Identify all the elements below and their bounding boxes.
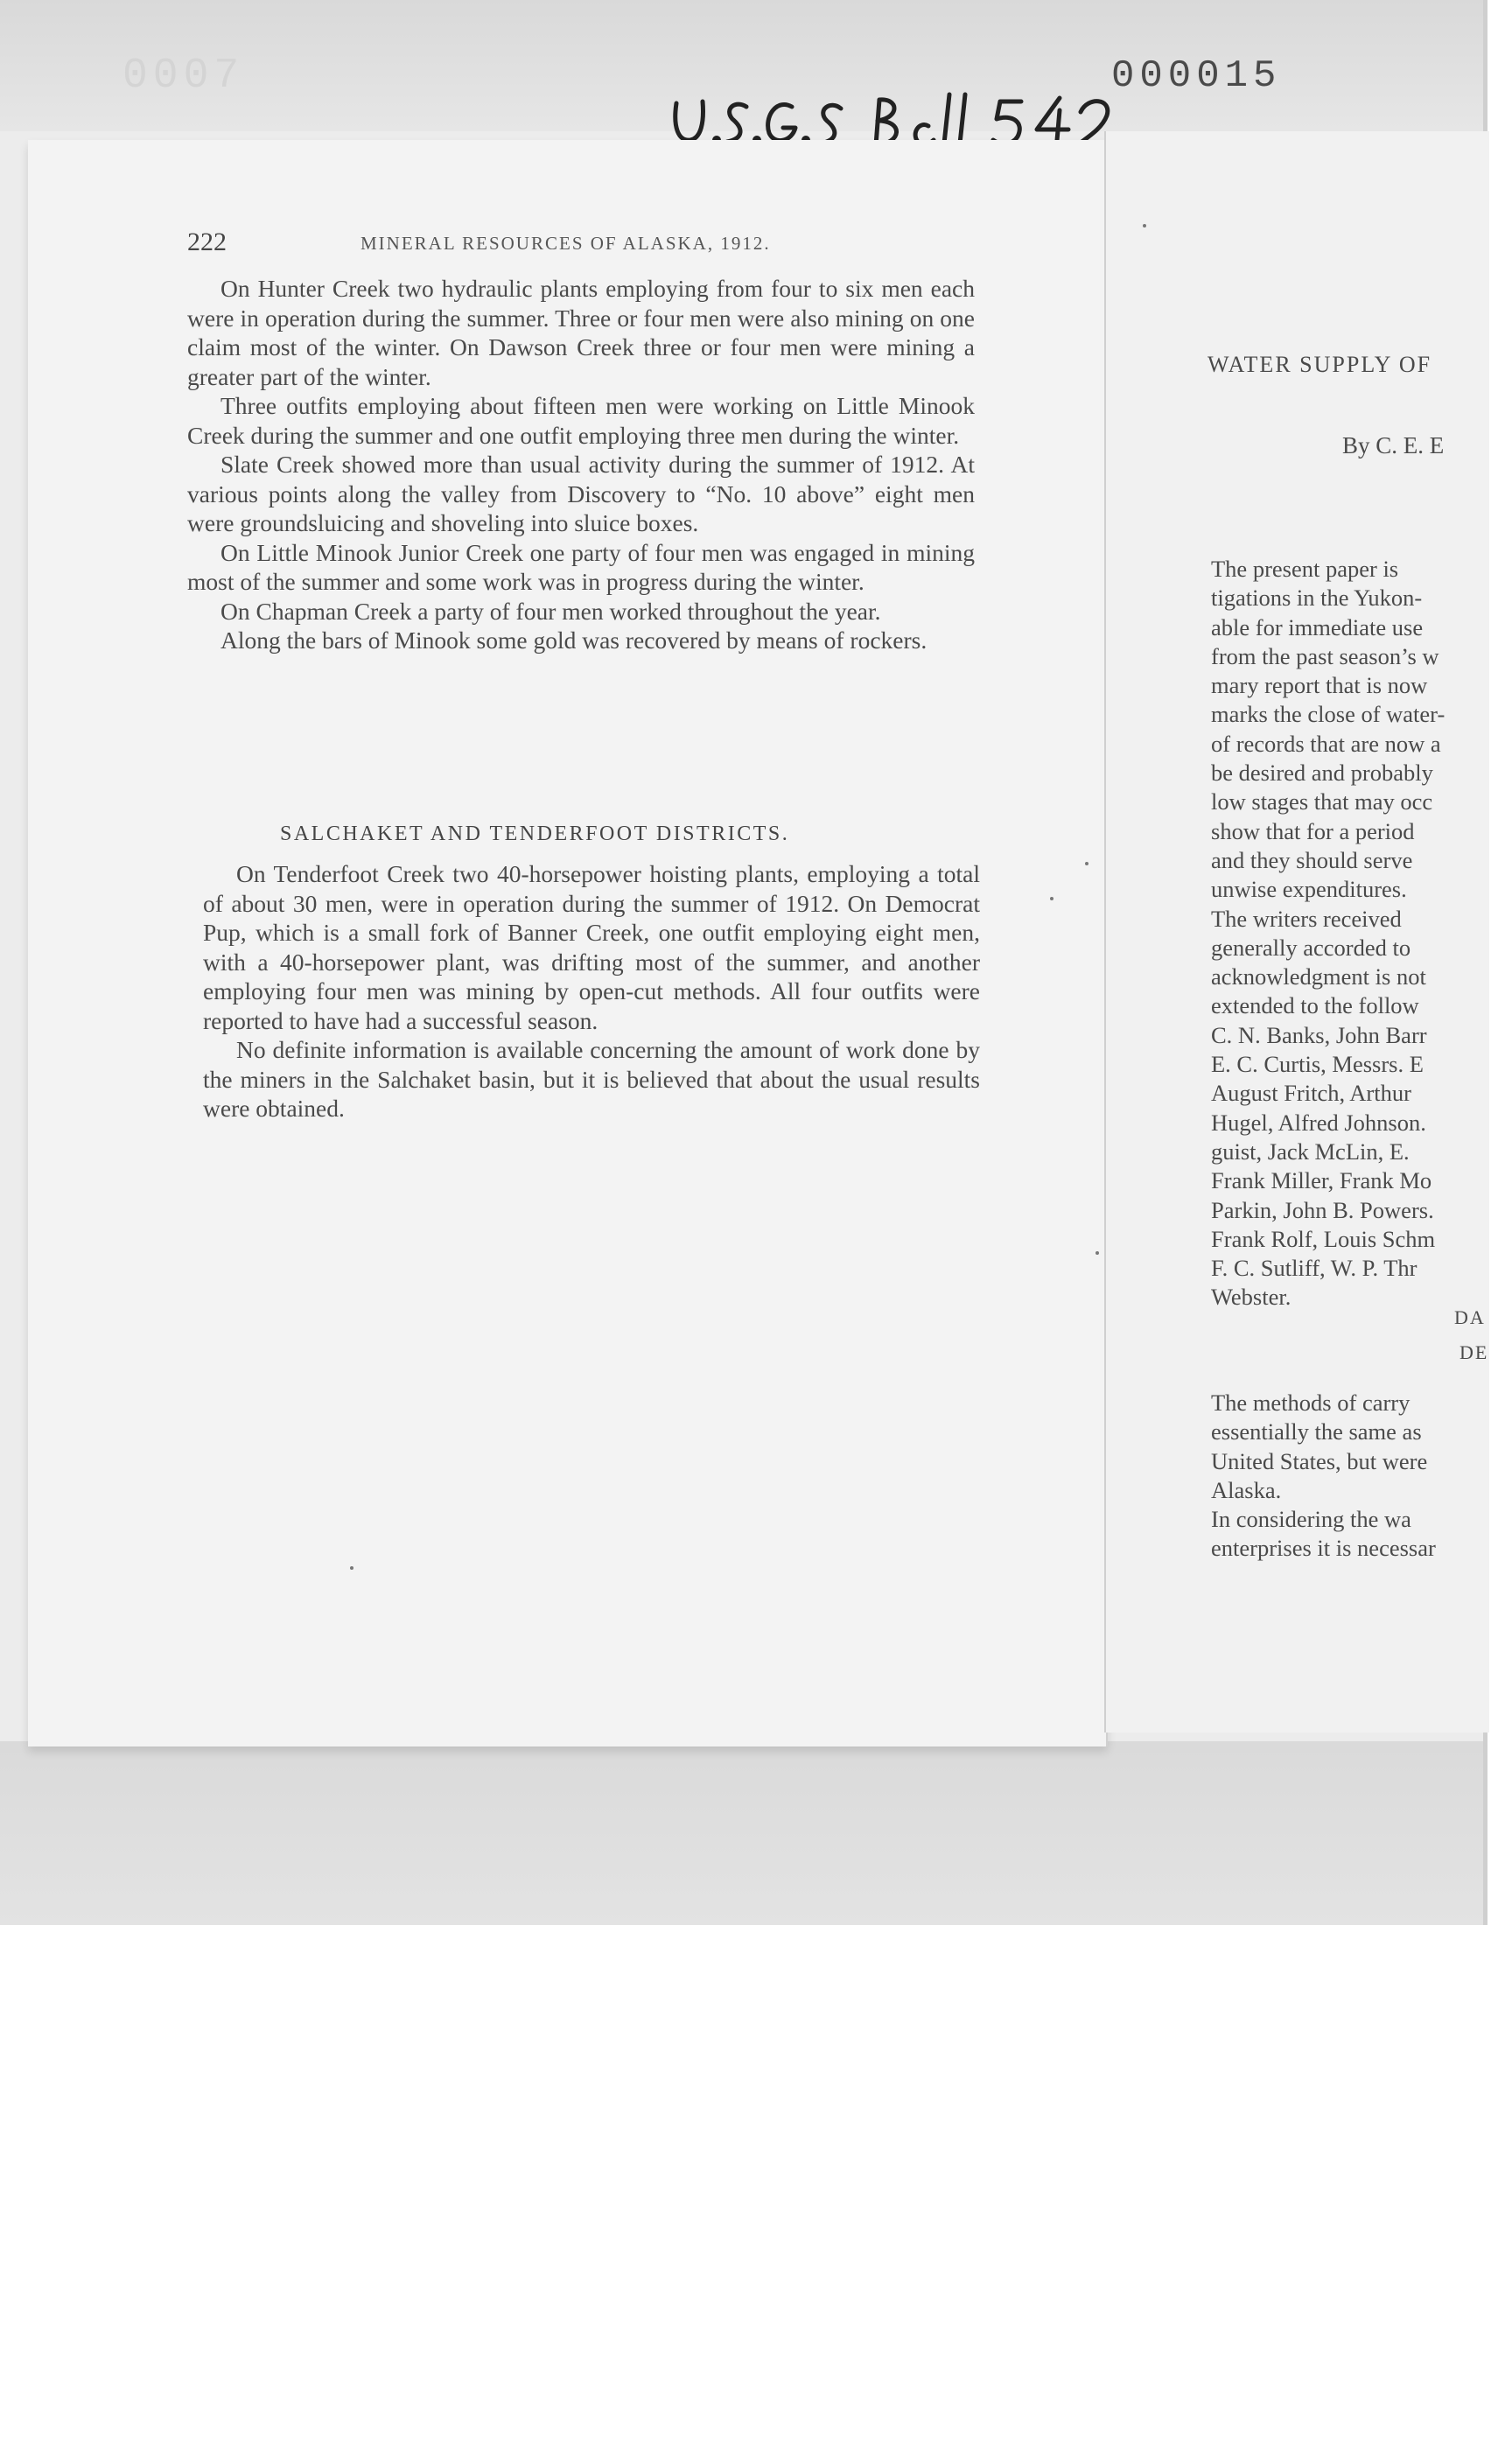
page-number: 222 <box>187 228 227 256</box>
paragraph: On Chapman Creek a party of four men worked throughout the year. <box>220 597 881 625</box>
right-page-subheading: DA <box>1454 1306 1486 1328</box>
text-line: mary report that is now <box>1211 672 1428 699</box>
right-page <box>1104 131 1489 1732</box>
text-line: The writers received <box>1211 905 1402 932</box>
paragraph: Slate Creek showed more than usual activity during the summer of 1912. At various points along the valley from Discovery to “No. 10 above” eight men were groundsluicing and shoveling into sluice boxes. <box>187 451 975 536</box>
text-line: Parkin, John B. Powers. <box>1211 1196 1434 1223</box>
text-line: Frank Miller, Frank Mo <box>1211 1167 1432 1194</box>
scan-speck <box>350 1566 354 1570</box>
right-page-text <box>1211 1389 1436 1564</box>
body-text <box>187 274 975 655</box>
text-line: United States, but were <box>1211 1447 1428 1474</box>
running-head: MINERAL RESOURCES OF ALASKA, 1912. <box>360 233 771 254</box>
scan-shadow-bottom <box>0 1741 1488 1925</box>
section-body-text <box>203 859 980 1124</box>
text-line: Webster. <box>1211 1284 1292 1311</box>
paragraph: On Hunter Creek two hydraulic plants employing from four to six men each were in operation during the summer. Three or four men were also mining on one claim most of the winter. On Dawson Creek three or four men were mining a greater part of the winter. <box>187 275 975 390</box>
text-line: generally accorded to <box>1211 934 1411 961</box>
text-line: August Fritch, Arthur <box>1211 1080 1411 1107</box>
scan-speck <box>1085 862 1088 865</box>
text-line: marks the close of water- <box>1211 701 1446 728</box>
right-page-text <box>1211 555 1445 1312</box>
faded-bleedthrough-number: 0007 <box>122 52 245 100</box>
text-line: The methods of carry <box>1211 1390 1410 1416</box>
right-page-title: WATER SUPPLY OF <box>1208 352 1432 377</box>
section-heading: SALCHAKET AND TENDERFOOT DISTRICTS. <box>280 822 790 845</box>
paragraph: No definite information is available concerning the amount of work done by the miners in the Salchaket basin, but it is believed that about the usual results were obtained. <box>203 1036 980 1122</box>
text-line: of records that are now a <box>1211 730 1441 757</box>
right-page-byline: By C. E. E <box>1342 432 1445 458</box>
text-line: and they should serve <box>1211 846 1413 873</box>
text-line: Frank Rolf, Louis Schm <box>1211 1225 1436 1252</box>
text-line: The present paper is <box>1211 556 1399 582</box>
stamp-number: 000015 <box>1111 54 1282 98</box>
text-line: F. C. Sutliff, W. P. Thr <box>1211 1255 1418 1282</box>
paragraph: Along the bars of Minook some gold was recovered by means of rockers. <box>220 626 928 654</box>
text-line: extended to the follow <box>1211 992 1419 1019</box>
text-line: show that for a period <box>1211 817 1415 844</box>
text-line: In considering the wa <box>1211 1506 1411 1533</box>
text-line: Hugel, Alfred Johnson. <box>1211 1109 1426 1136</box>
text-line: Alaska. <box>1211 1476 1282 1503</box>
scan-speck <box>1050 897 1054 900</box>
text-line: acknowledgment is not <box>1211 963 1426 990</box>
text-line: able for immediate use <box>1211 613 1424 640</box>
text-line: low stages that may occ <box>1211 788 1433 816</box>
text-line: tigations in the Yukon- <box>1211 584 1423 612</box>
paragraph: On Little Minook Junior Creek one party of four men was engaged in mining most of the summer and some work was in progress during the winter. <box>187 538 975 595</box>
right-page-subheading: DE <box>1460 1341 1489 1363</box>
text-line: E. C. Curtis, Messrs. E <box>1211 1051 1424 1078</box>
text-line: unwise expenditures. <box>1211 876 1407 903</box>
text-line: be desired and probably <box>1211 760 1433 787</box>
text-line: from the past season’s w <box>1211 642 1439 669</box>
text-line: essentially the same as <box>1211 1418 1422 1446</box>
paragraph: Three outfits employing about fifteen men were working on Little Minook Creek during the summer and one outfit employing three men during the winter. <box>187 392 975 449</box>
scan-speck <box>1143 224 1146 228</box>
paragraph: On Tenderfoot Creek two 40-horsepower hoisting plants, employing a total of about 30 men, were in operation during the summer of 1912. On Democrat Pup, which is a small fork of Banner Creek, one outfit employing eight men, with a 40-horsepower plant, was drifting most of the summer, and another employing four men was mining by open-cut methods. All four outfits were reported to have had a successful season. <box>203 860 980 1034</box>
text-line: guist, Jack McLin, E. <box>1211 1138 1410 1165</box>
scan-speck <box>1096 1251 1099 1255</box>
text-line: enterprises it is necessar <box>1211 1535 1436 1562</box>
text-line: C. N. Banks, John Barr <box>1211 1021 1427 1048</box>
